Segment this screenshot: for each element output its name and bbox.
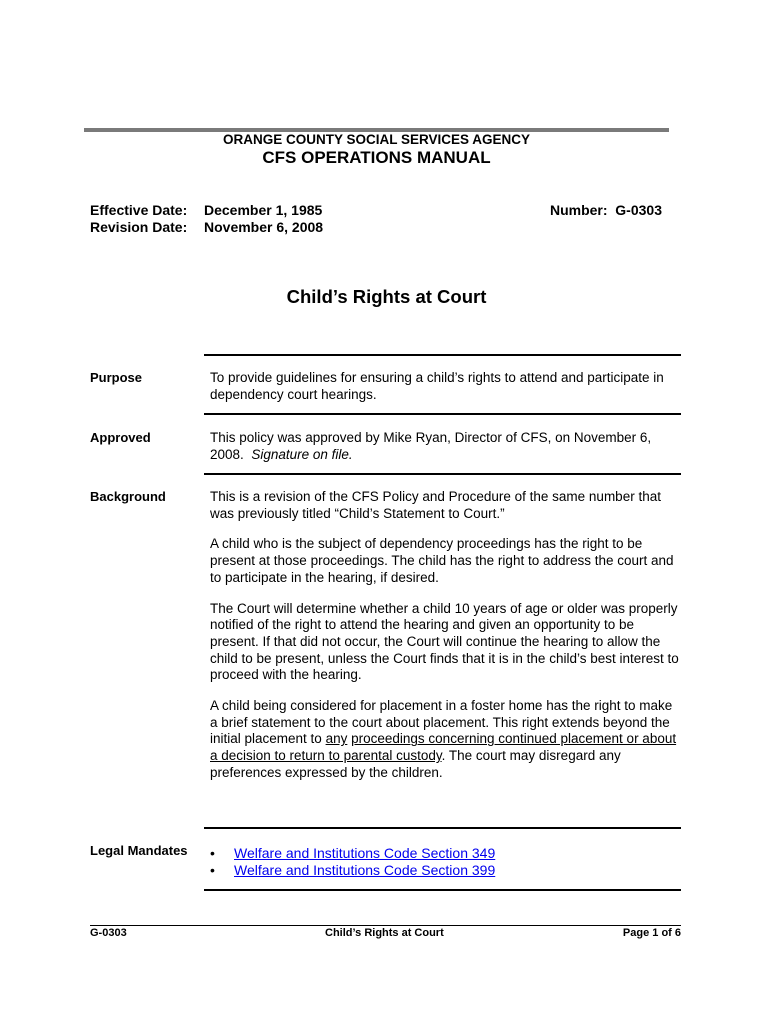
section-divider	[204, 354, 681, 356]
background-paragraph-3: The Court will determine whether a child 10 years of age or older was properly notified of the right to attend the hearing and given an opportunity to be present. If that did not occur, the Court will continue the hearing to allow the child to be present, unless the Court finds that it is in the child’s best interest to proceed with the hearing.	[210, 600, 679, 683]
footer-title: Child’s Rights at Court	[325, 927, 444, 939]
list-item	[210, 845, 495, 862]
number-value: G-0303	[615, 202, 662, 218]
purpose-text	[210, 370, 680, 403]
footer-page-number: Page 1 of 6	[622, 927, 681, 939]
emphasis-proceedings: proceedings concerning continued placement or about a decision to return to parental custody	[210, 731, 677, 764]
approved-text	[210, 430, 680, 463]
legal-mandates-label: Legal Mandates	[90, 843, 188, 858]
effective-date-label: Effective Date:	[90, 202, 188, 218]
revision-date-row	[90, 219, 323, 236]
manual-title: CFS OPERATIONS MANUAL	[262, 148, 491, 167]
document-number	[550, 202, 662, 219]
signature-note: Signature on file.	[251, 446, 353, 462]
number-label: Number:	[549, 202, 608, 218]
approved-paragraph	[210, 430, 680, 463]
revision-date-value: November 6, 2008	[204, 219, 324, 235]
link-wic-399[interactable]: Welfare and Institutions Code Section 399	[234, 862, 496, 878]
bullet-icon: •	[210, 845, 215, 861]
approved-label: Approved	[90, 430, 151, 445]
revision-date-label: Revision Date:	[90, 219, 188, 235]
background-paragraph-1: This is a revision of the CFS Policy and Procedure of the same number that was previously titled “Child’s Statement to Court.”	[210, 489, 661, 521]
effective-date-row	[90, 202, 323, 219]
section-divider	[204, 827, 681, 829]
approved-statement: This policy was approved by Mike Ryan, Director of CFS, on November 6, 2008.	[210, 430, 652, 462]
purpose-paragraph: To provide guidelines for ensuring a child’s rights to attend and participate in dependency court hearings.	[210, 370, 664, 402]
section-divider	[204, 473, 681, 475]
purpose-label: Purpose	[90, 370, 143, 385]
list-item	[210, 862, 495, 879]
background-text	[210, 489, 680, 782]
section-divider	[204, 413, 681, 415]
document-title: Child’s Rights at Court	[286, 286, 487, 307]
link-wic-349[interactable]: Welfare and Institutions Code Section 349	[234, 845, 496, 861]
footer-doc-number: G-0303	[90, 927, 127, 939]
background-paragraph-2: A child who is the subject of dependency proceedings has the right to be present at those proceedings. The child has the right to address the court and to participate in the hearing, if desired.	[210, 536, 674, 585]
background-paragraph-4: A child being considered for placement in a foster home has the right to make a brief statement to the court about placement. This right extends beyond the initial placement to any proceedings concerning continued placement or about a decision to return to parental custody. The court may disregard any preferences expressed by the children.	[210, 698, 677, 780]
agency-name: ORANGE COUNTY SOCIAL SERVICES AGENCY	[222, 132, 531, 147]
date-block	[90, 202, 323, 236]
effective-date-value: December 1, 1985	[204, 202, 323, 218]
background-label: Background	[90, 489, 166, 504]
emphasis-any: any	[325, 731, 348, 747]
legal-mandates-list	[210, 845, 495, 879]
section-divider	[204, 889, 681, 891]
bullet-icon: •	[210, 862, 215, 878]
